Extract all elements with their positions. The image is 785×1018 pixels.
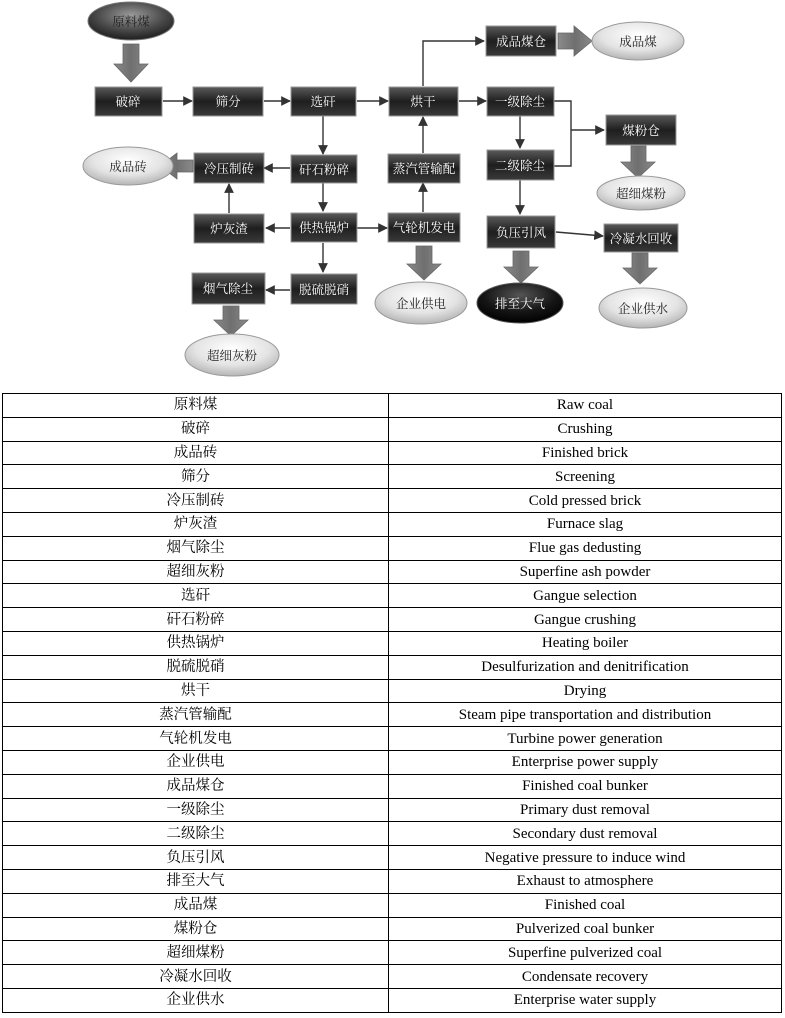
- oval-raw-coal: [88, 2, 174, 40]
- node-primary-dust-removal-label: 一级除尘: [494, 94, 546, 109]
- node-cold-pressed-brick-label: 冷压制砖: [203, 161, 255, 176]
- term-chinese: 排至大气: [3, 869, 389, 893]
- node-desulfurization-label: 脱硫脱硝: [298, 282, 350, 297]
- term-chinese: 选矸: [3, 584, 389, 608]
- node-negative-pressure-label: 负压引风: [495, 225, 547, 240]
- oval-enterprise-water: [599, 288, 687, 328]
- table-row: [3, 869, 782, 893]
- arrow-drying-finished-bunker: [423, 41, 484, 86]
- term-english: Raw coal: [389, 394, 782, 418]
- term-english: Superfine ash powder: [389, 560, 782, 584]
- term-english: Finished coal bunker: [389, 774, 782, 798]
- node-cold-pressed-brick: [194, 153, 264, 183]
- term-chinese: 炉灰渣: [3, 512, 389, 536]
- term-english: Negative pressure to induce wind: [389, 846, 782, 870]
- table-row: [3, 941, 782, 965]
- table-row: [3, 798, 782, 822]
- oval-enterprise-water-label: 企业供水: [617, 301, 669, 316]
- term-chinese: 成品煤仓: [3, 774, 389, 798]
- oval-superfine-pulverized-coal-label: 超细煤粉: [615, 186, 667, 201]
- term-chinese: 一级除尘: [3, 798, 389, 822]
- term-chinese: 气轮机发电: [3, 727, 389, 751]
- term-chinese: 煤粉仓: [3, 917, 389, 941]
- term-english: Cold pressed brick: [389, 489, 782, 513]
- term-english: Pulverized coal bunker: [389, 917, 782, 941]
- term-chinese: 烘干: [3, 679, 389, 703]
- term-english: Condensate recovery: [389, 965, 782, 989]
- table-row: [3, 417, 782, 441]
- term-english: Superfine pulverized coal: [389, 941, 782, 965]
- table-row: [3, 988, 782, 1012]
- table-row: [3, 965, 782, 989]
- oval-enterprise-power-label: 企业供电: [395, 296, 447, 311]
- node-finished-coal-bunker-label: 成品煤仓: [495, 34, 547, 49]
- term-chinese: 冷凝水回收: [3, 965, 389, 989]
- block-arrow-flue-ash: [214, 306, 248, 336]
- term-english: Secondary dust removal: [389, 822, 782, 846]
- oval-finished-coal: [592, 22, 684, 60]
- term-english: Turbine power generation: [389, 727, 782, 751]
- node-desulfurization: [291, 274, 357, 304]
- term-english: Crushing: [389, 417, 782, 441]
- table-row: [3, 489, 782, 513]
- oval-superfine-ash: [185, 334, 279, 376]
- node-screening: [193, 87, 263, 116]
- block-arrow-turbine-power: [407, 246, 441, 280]
- term-chinese: 筛分: [3, 465, 389, 489]
- table-row: [3, 394, 782, 418]
- block-arrow-bunker-coal: [558, 26, 592, 56]
- term-chinese: 成品煤: [3, 893, 389, 917]
- table-row: [3, 774, 782, 798]
- term-english: Heating boiler: [389, 631, 782, 655]
- table-row: [3, 512, 782, 536]
- table-row: [3, 679, 782, 703]
- node-primary-dust-removal: [487, 87, 554, 116]
- table-row: [3, 608, 782, 632]
- node-furnace-slag: [194, 214, 264, 243]
- table-row: [3, 893, 782, 917]
- table-row: [3, 703, 782, 727]
- block-arrow-negative-exhaust: [504, 251, 538, 283]
- table-row: [3, 631, 782, 655]
- oval-enterprise-power: [375, 282, 467, 324]
- oval-raw-coal-label: 原料煤: [112, 14, 150, 29]
- node-negative-pressure: [487, 216, 555, 248]
- node-screening-label: 筛分: [215, 94, 241, 109]
- table-row: [3, 917, 782, 941]
- oval-finished-brick: [83, 147, 173, 185]
- oval-exhaust-atmosphere-label: 排至大气: [494, 296, 546, 311]
- term-chinese: 冷压制砖: [3, 489, 389, 513]
- term-chinese: 烟气除尘: [3, 536, 389, 560]
- node-gangue-selection: [291, 87, 356, 116]
- process-flow-diagram: [0, 0, 785, 385]
- table-row: [3, 441, 782, 465]
- arrow-negative-condensate: [556, 232, 603, 236]
- term-chinese: 矸石粉碎: [3, 608, 389, 632]
- table-row: [3, 584, 782, 608]
- node-crushing: [95, 87, 162, 116]
- node-gangue-selection-label: 选矸: [310, 94, 336, 109]
- table-row: [3, 750, 782, 774]
- table-row: [3, 465, 782, 489]
- table-row: [3, 727, 782, 751]
- oval-finished-brick-label: 成品砖: [109, 159, 147, 174]
- terminal-ovals: [83, 2, 687, 376]
- node-pulverized-coal-bunker: [606, 115, 676, 145]
- block-arrow-raw-crushing: [114, 44, 148, 82]
- node-furnace-slag-label: 炉灰渣: [210, 221, 248, 236]
- term-english: Enterprise power supply: [389, 750, 782, 774]
- table-row: [3, 560, 782, 584]
- term-english: Finished coal: [389, 893, 782, 917]
- term-english: Steam pipe transportation and distribution: [389, 703, 782, 727]
- node-heating-boiler-label: 供热锅炉: [298, 220, 350, 235]
- translation-table: [2, 393, 782, 1013]
- table-row: [3, 655, 782, 679]
- term-chinese: 破碎: [3, 417, 389, 441]
- term-chinese: 超细灰粉: [3, 560, 389, 584]
- term-chinese: 供热锅炉: [3, 631, 389, 655]
- term-chinese: 成品砖: [3, 441, 389, 465]
- term-english: Drying: [389, 679, 782, 703]
- node-drying-label: 烘干: [410, 94, 436, 109]
- oval-finished-coal-label: 成品煤: [619, 34, 657, 49]
- node-steam-pipe-label: 蒸汽管输配: [392, 161, 456, 176]
- table-row: [3, 822, 782, 846]
- node-finished-coal-bunker: [486, 26, 556, 56]
- term-chinese: 超细煤粉: [3, 941, 389, 965]
- node-secondary-dust-removal-label: 二级除尘: [494, 158, 546, 173]
- node-steam-pipe: [388, 154, 460, 183]
- term-chinese: 负压引风: [3, 846, 389, 870]
- node-secondary-dust-removal: [487, 150, 554, 180]
- node-flue-gas-dedusting-label: 烟气除尘: [202, 281, 254, 296]
- node-turbine-power: [388, 213, 460, 242]
- term-chinese: 企业供电: [3, 750, 389, 774]
- table-row: [3, 536, 782, 560]
- node-drying: [389, 87, 458, 116]
- node-crushing-label: 破碎: [115, 94, 141, 109]
- term-english: Enterprise water supply: [389, 988, 782, 1012]
- term-english: Gangue selection: [389, 584, 782, 608]
- block-arrow-condensate-water: [623, 253, 657, 284]
- node-flue-gas-dedusting: [192, 273, 265, 304]
- term-chinese: 蒸汽管输配: [3, 703, 389, 727]
- oval-exhaust-atmosphere: [477, 283, 563, 323]
- term-chinese: 脱硫脱硝: [3, 655, 389, 679]
- table-row: [3, 846, 782, 870]
- term-english: Flue gas dedusting: [389, 536, 782, 560]
- oval-superfine-pulverized-coal: [597, 176, 685, 210]
- term-english: Screening: [389, 465, 782, 489]
- translation-table-body: [3, 394, 782, 1013]
- term-english: Exhaust to atmosphere: [389, 869, 782, 893]
- node-turbine-power-label: 气轮机发电: [392, 220, 456, 235]
- node-heating-boiler: [291, 213, 357, 242]
- term-english: Gangue crushing: [389, 608, 782, 632]
- term-chinese: 企业供水: [3, 988, 389, 1012]
- term-english: Primary dust removal: [389, 798, 782, 822]
- term-english: Finished brick: [389, 441, 782, 465]
- node-condensate-recovery-label: 冷凝水回收: [609, 231, 673, 246]
- node-pulverized-coal-bunker-label: 煤粉仓: [622, 123, 660, 138]
- node-condensate-recovery: [604, 224, 678, 252]
- arrow-dust-pulverized-bunker: [554, 101, 571, 166]
- term-english: Desulfurization and denitrification: [389, 655, 782, 679]
- node-gangue-crushing: [291, 155, 357, 183]
- oval-superfine-ash-label: 超细灰粉: [206, 348, 258, 363]
- term-chinese: 原料煤: [3, 394, 389, 418]
- term-english: Furnace slag: [389, 512, 782, 536]
- block-arrow-pulverized-down: [621, 146, 655, 178]
- term-chinese: 二级除尘: [3, 822, 389, 846]
- node-gangue-crushing-label: 矸石粉碎: [298, 162, 350, 177]
